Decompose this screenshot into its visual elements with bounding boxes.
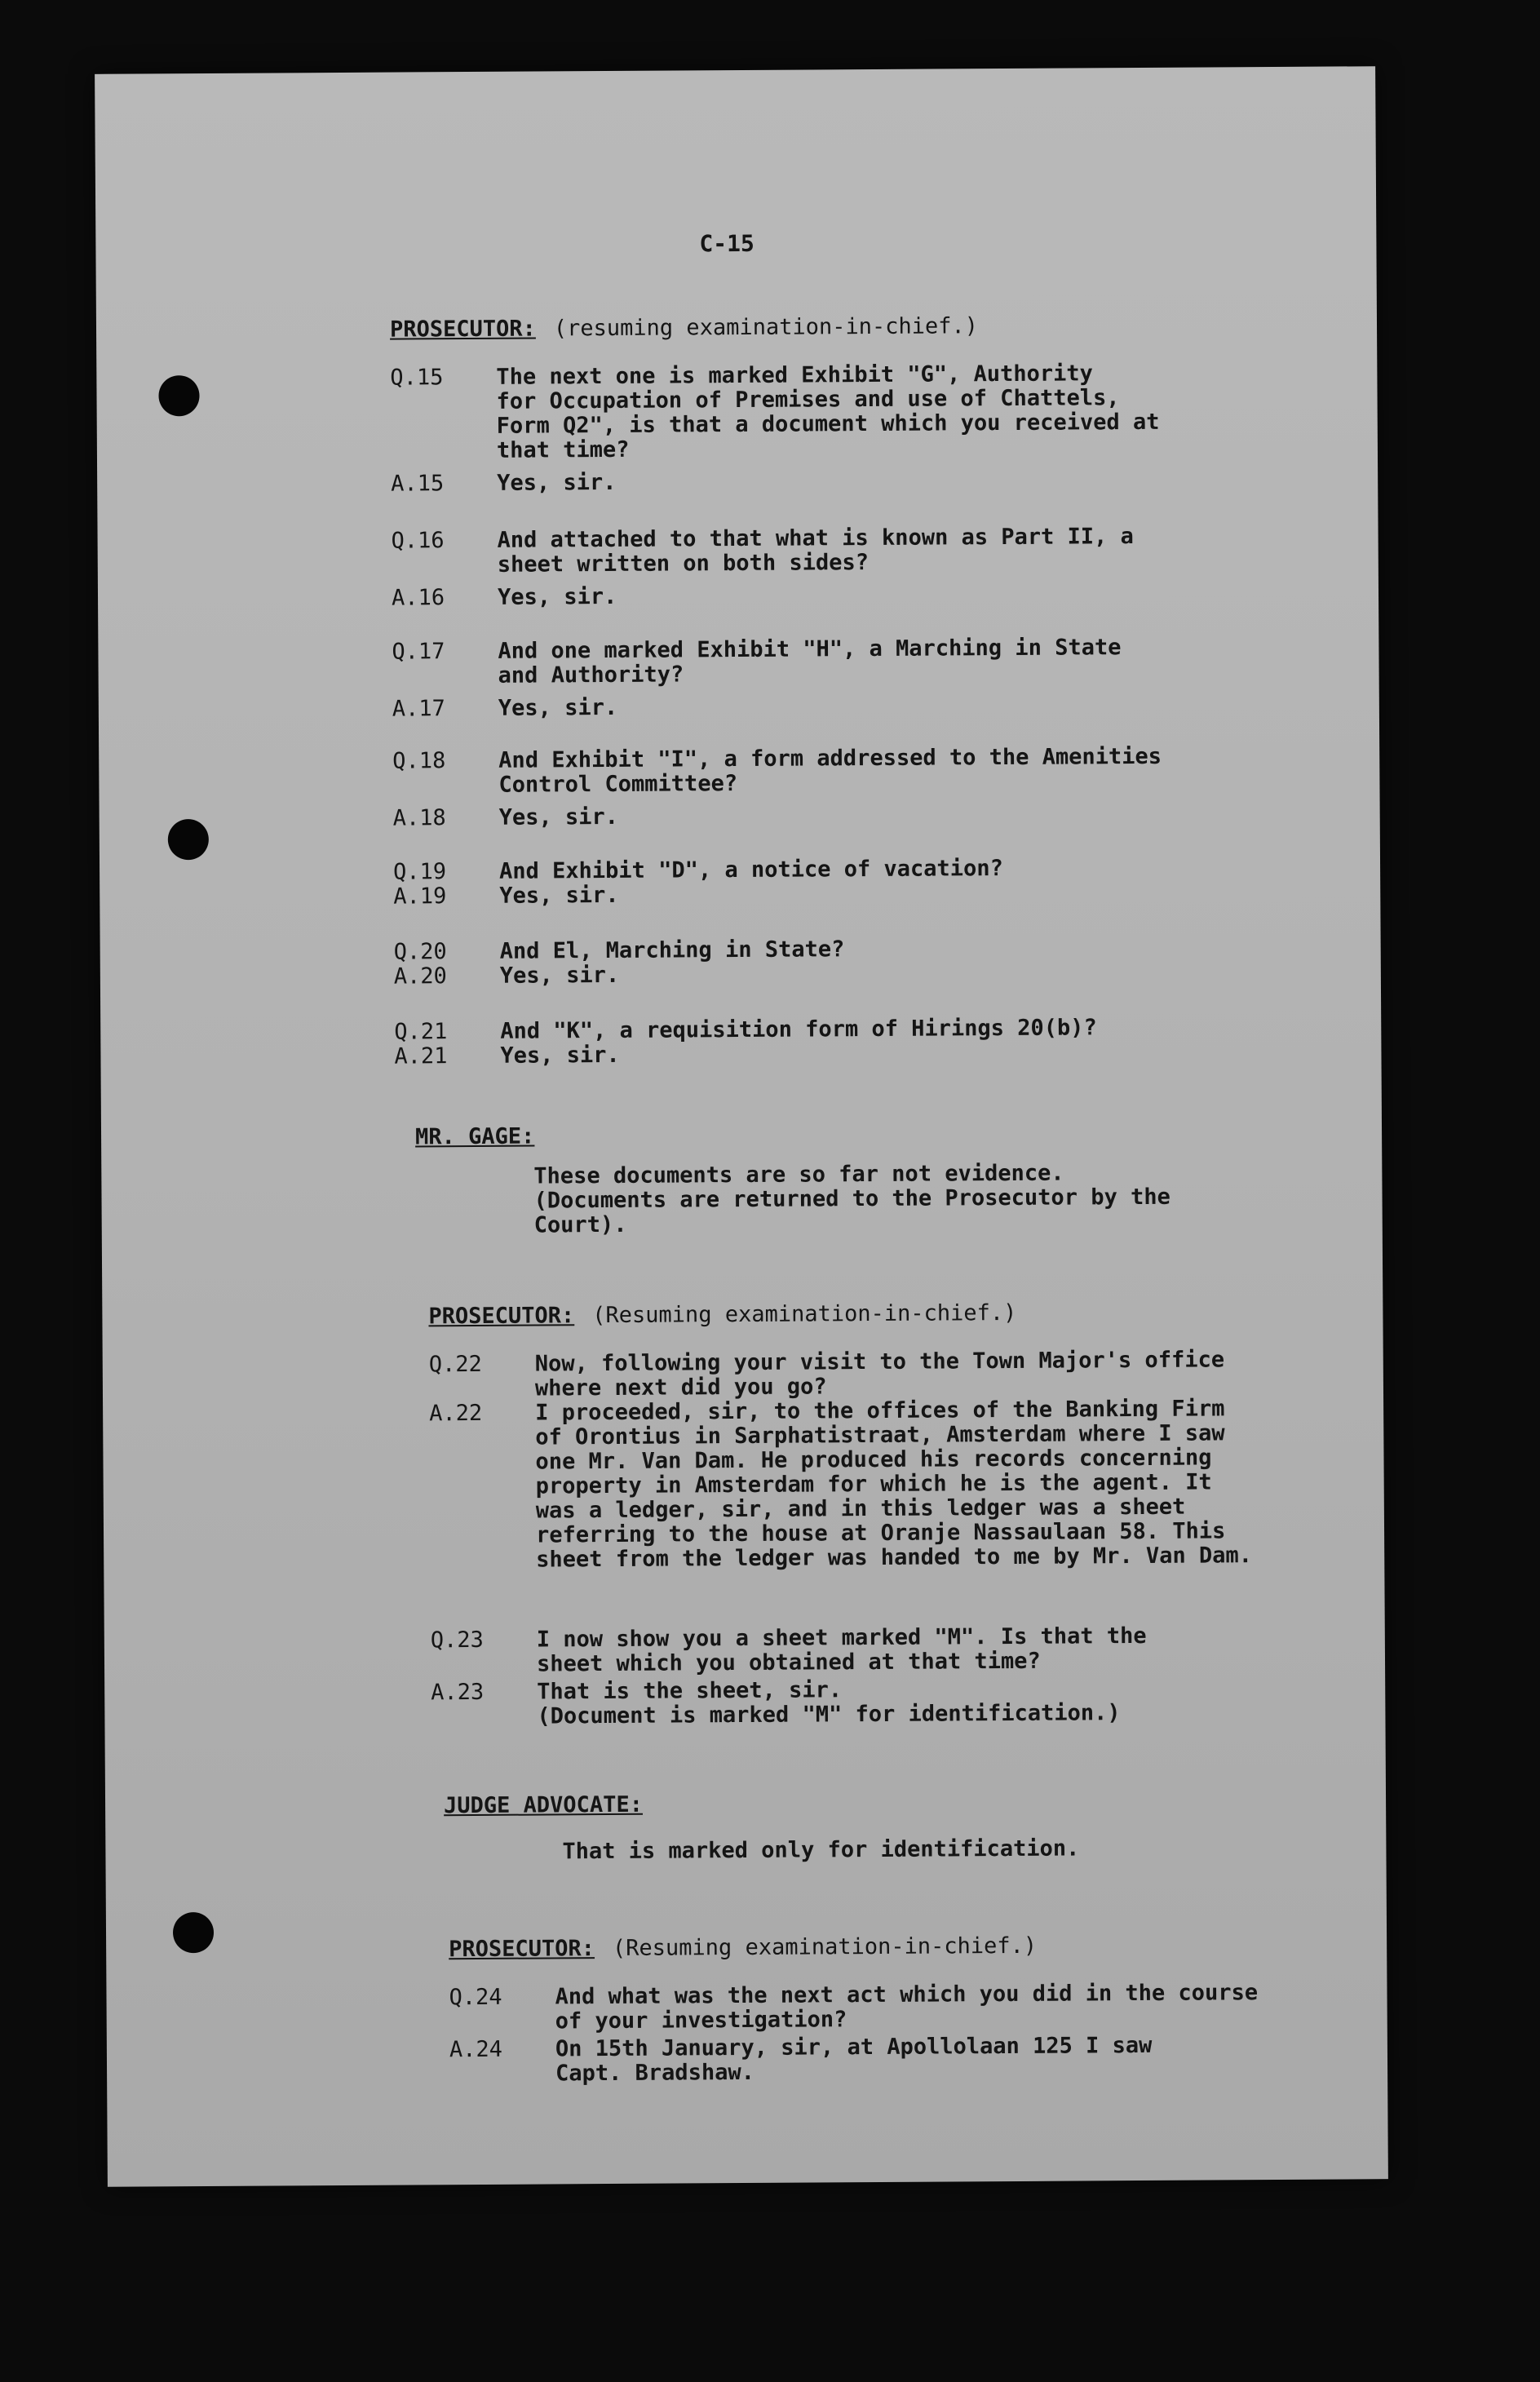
qa-label: A.20 bbox=[393, 963, 447, 990]
qa-entry bbox=[394, 1043, 619, 1069]
qa-label: Q.24 bbox=[449, 1984, 502, 2011]
speaker-name: PROSECUTOR: bbox=[389, 316, 536, 343]
statement-text: That is marked only for identification. bbox=[562, 1835, 1080, 1865]
stage-note: (resuming examination-in-chief.) bbox=[553, 313, 979, 342]
document-page bbox=[95, 66, 1388, 2187]
qa-label: Q.20 bbox=[393, 939, 447, 965]
qa-text: Now, following your visit to the Town Major's office where next did you go? bbox=[534, 1347, 1225, 1401]
page-number: C-15 bbox=[699, 229, 755, 258]
qa-label: Q.22 bbox=[428, 1351, 482, 1378]
qa-text: And one marked Exhibit "H", a Marching in State and Authority? bbox=[498, 635, 1122, 688]
qa-label: Q.18 bbox=[392, 748, 446, 774]
qa-entry bbox=[431, 1624, 1147, 1677]
qa-text: That is the sheet, sir. (Document is marked "M" for identification.) bbox=[537, 1677, 1121, 1729]
punch-hole bbox=[173, 1912, 214, 1953]
qa-text: On 15th January, sir, at Apollolaan 125 I saw Capt. Bradshaw. bbox=[555, 2032, 1153, 2087]
qa-entry bbox=[390, 361, 1159, 464]
qa-entry bbox=[429, 1397, 1252, 1573]
punch-hole bbox=[158, 375, 199, 416]
qa-text: Yes, sir. bbox=[498, 694, 618, 721]
qa-text: Yes, sir. bbox=[498, 804, 619, 830]
qa-entry bbox=[392, 635, 1121, 688]
punch-hole bbox=[168, 819, 209, 860]
qa-text: And attached to that what is known as Part II, a sheet written on both sides? bbox=[497, 524, 1134, 578]
qa-text: Yes, sir. bbox=[499, 882, 619, 909]
qa-label: Q.16 bbox=[391, 528, 445, 554]
stage-note: (Resuming examination-in-chief.) bbox=[612, 1933, 1038, 1961]
qa-text: Yes, sir. bbox=[497, 469, 617, 496]
qa-text: I proceeded, sir, to the offices of the Banking Firm of Orontius in Sarphatistraat, Amsterdam where I saw one Mr. Van Dam. He produced his records concerning property in Amsterdam for which he is the agent. It was a ledger, sir, and in this ledger was a sheet referring to the house at Oranje Nassaulaan 58. This sheet from the ledger was handed to me by Mr. Van Dam. bbox=[535, 1396, 1253, 1573]
speaker-heading bbox=[390, 313, 978, 342]
qa-entry bbox=[392, 525, 1135, 578]
qa-entry bbox=[392, 745, 1162, 799]
qa-label: Q.15 bbox=[390, 365, 444, 391]
speaker-name: PROSECUTOR: bbox=[449, 1936, 595, 1963]
qa-entry bbox=[393, 883, 618, 910]
qa-entry bbox=[449, 2034, 1153, 2087]
qa-text: And Exhibit "D", a notice of vacation? bbox=[498, 856, 1003, 884]
qa-entry bbox=[394, 963, 619, 990]
speaker-heading bbox=[428, 1300, 1016, 1329]
qa-label: Q.21 bbox=[394, 1019, 448, 1045]
qa-label: A.23 bbox=[431, 1679, 485, 1706]
qa-entry bbox=[429, 1348, 1225, 1401]
qa-text: And what was the next act which you did in the course of your investigation? bbox=[555, 1980, 1259, 2034]
speaker-heading bbox=[449, 1933, 1037, 1962]
qa-text: The next one is marked Exhibit "G", Authority for Occupation of Premises and use of Chattels, Form Q2", is that a document which you received at that time? bbox=[496, 361, 1160, 463]
qa-entry bbox=[394, 937, 845, 964]
qa-label: A.21 bbox=[394, 1043, 448, 1069]
speaker-heading bbox=[444, 1792, 643, 1818]
qa-label: Q.17 bbox=[392, 639, 445, 665]
qa-label: A.16 bbox=[391, 585, 445, 611]
qa-text: Yes, sir. bbox=[500, 1042, 620, 1069]
qa-text: I now show you a sheet marked "M". Is that the sheet which you obtained at that time? bbox=[536, 1623, 1147, 1677]
qa-text: Yes, sir. bbox=[499, 962, 620, 989]
qa-entry bbox=[391, 471, 616, 497]
qa-text: And El, Marching in State? bbox=[499, 936, 845, 964]
speaker-name: MR. GAGE: bbox=[414, 1123, 535, 1150]
qa-entry bbox=[392, 585, 617, 611]
qa-text: Yes, sir. bbox=[497, 583, 617, 610]
qa-text: And Exhibit "I", a form addressed to the Amenities Control Committee? bbox=[498, 743, 1162, 798]
qa-entry bbox=[393, 805, 618, 831]
qa-label: Q.23 bbox=[430, 1627, 484, 1654]
qa-entry bbox=[431, 1676, 1121, 1729]
speaker-name: JUDGE ADVOCATE: bbox=[443, 1791, 644, 1819]
qa-entry bbox=[393, 857, 1003, 885]
qa-label: Q.19 bbox=[392, 859, 447, 885]
qa-entry bbox=[449, 1981, 1258, 2034]
qa-label: A.22 bbox=[429, 1400, 483, 1427]
statement-text: These documents are so far not evidence. (Documents are returned to the Prosecutor by the Court). bbox=[533, 1160, 1170, 1238]
speaker-name: PROSECUTOR: bbox=[428, 1303, 575, 1330]
qa-label: A.15 bbox=[391, 471, 445, 497]
stage-note: (Resuming examination-in-chief.) bbox=[592, 1299, 1017, 1329]
qa-label: A.18 bbox=[392, 805, 446, 831]
qa-label: A.24 bbox=[449, 2036, 503, 2063]
qa-text: And "K", a requisition form of Hirings 20(b)? bbox=[500, 1015, 1097, 1044]
qa-entry bbox=[394, 1016, 1097, 1044]
qa-label: A.17 bbox=[392, 696, 445, 722]
qa-entry bbox=[392, 696, 617, 722]
qa-label: A.19 bbox=[393, 883, 447, 910]
speaker-heading bbox=[415, 1124, 534, 1150]
